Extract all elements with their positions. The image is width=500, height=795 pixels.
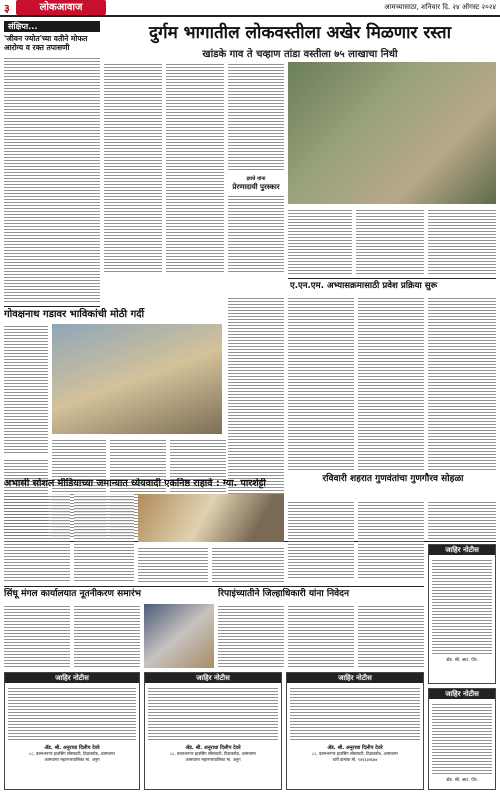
sindhu-body-col-2	[74, 604, 140, 668]
social-media-body-col-4	[212, 546, 284, 582]
brief-section-label: संक्षिप्त...	[4, 21, 100, 32]
page-number: ३	[4, 2, 10, 15]
notice-title: जाहिर नोटीस	[145, 673, 281, 683]
notice-advocate: ॲड. श्री. अनुराधा दिलीप देवरे	[327, 745, 383, 751]
lead-photo	[288, 62, 496, 204]
lead-body-col-1	[104, 62, 162, 274]
lead-headline: दुर्गम भागातील लोकवस्तीला अखेर मिळणार रस्ता	[148, 23, 452, 43]
notice-address: ८८, वल्लभनगर हाउसिंग सोसायटी, टिळकरोड, आमचागर	[170, 751, 256, 756]
right-notice-title: जाहिर नोटीस	[429, 545, 495, 555]
notice-corp: वारी क्रमांक मो. ९४२३३४६७४	[332, 757, 378, 762]
brief-headline: 'जीवन ज्योत'च्या वतीने मोफत आरोग्य व रक्त तपासणी	[4, 34, 88, 52]
divider	[4, 306, 100, 307]
social-media-body-col-1	[4, 494, 70, 582]
gadvar-photo	[52, 324, 222, 434]
notice-corp: आमचागर महानगरपालिका मा. अनुग	[185, 757, 241, 762]
lead-body-col-2	[166, 62, 224, 274]
sunday-body-col-3	[428, 500, 496, 540]
divider	[4, 586, 424, 587]
admission-body-col-3	[428, 296, 496, 470]
notice-body	[290, 686, 420, 742]
admission-body-col-1	[288, 296, 354, 470]
rpi-headline: रिपाइंच्यातीने जिल्हाधिकारी यांना निवेदन	[218, 589, 349, 599]
date-line: आमच्यासाठा, शनिवार दि. २४ ऑगस्ट २०२४	[384, 3, 496, 11]
social-media-photo	[138, 494, 284, 542]
notice-title: जाहिर नोटीस	[429, 689, 495, 699]
right-notice-box	[428, 544, 496, 684]
lead-body-col-6	[428, 208, 496, 274]
gadvar-headline: गोवक्षनाथ गडावर भाविकांची मोठी गर्दी	[4, 309, 145, 320]
rpi-body-col-3	[358, 604, 424, 668]
notice-advocate: ॲड. श्री. अनुराधा दिलीप देवरे	[185, 745, 241, 751]
rpi-body-col-2	[288, 604, 354, 668]
divider	[288, 278, 496, 279]
lead-body-col-4	[288, 208, 352, 274]
lead-body-col-5	[356, 208, 424, 274]
social-media-body-col-2	[74, 494, 134, 582]
notice-box-3	[286, 672, 424, 790]
right-notice-body	[432, 558, 492, 654]
preranadayi-headline: प्रेरणादायी पुरस्कार	[232, 183, 280, 191]
lead-body-col-3	[228, 62, 284, 172]
notice-title: जाहिर नोटीस	[5, 673, 139, 683]
sindhu-photo	[144, 604, 214, 668]
admission-headline: ए.एन.एम. अभ्यासक्रमासाठी प्रवेश प्रक्रिया सुरू	[290, 281, 438, 291]
notice-corp: आमचागर महानगरपालिका मा. अनुग	[44, 757, 100, 762]
notice-title: जाहिर नोटीस	[287, 673, 423, 683]
gadvar-body-col-1	[4, 324, 48, 454]
notice-address: ८८, वल्लभनगर हाउसिंग सोसायटी, टिळकरोड, आमचागर	[312, 751, 398, 756]
notice-box-4	[428, 688, 496, 790]
sunday-headline: रविवारी शहरात गुणवंतांचा गुणगौरव सोहळा	[322, 474, 464, 484]
sunday-body-col-2	[358, 500, 424, 580]
notice-box-1	[4, 672, 140, 790]
notice-address: ८८, वल्लभनगर हाउसिंग सोसायटी, टिळकरोड, आमचागर	[29, 751, 115, 756]
preranadayi-kicker: इयत्ते यांना	[246, 176, 266, 182]
social-media-headline: अभासी सोशल मीडियाच्या जमान्यात ध्येयवादी एकनिष्ठ राहावे : ग्या. पारशेट्टी	[4, 478, 266, 489]
notice-advocate: ॲड. श्री. आर. पीर.	[445, 778, 479, 783]
brief-body-text	[4, 56, 100, 304]
preranadayi-body	[228, 194, 284, 274]
notice-body	[148, 686, 278, 742]
lead-subhead: खांडके गाव ते चव्हाण तांडा वस्तीला ७५ लाखाचा निधी	[202, 49, 398, 60]
newspaper-logo: लोकआवाज	[16, 0, 106, 15]
rpi-body-col-1	[218, 604, 284, 668]
notice-box-2	[144, 672, 282, 790]
notice-body	[432, 702, 492, 774]
sunday-body-col-1	[288, 500, 354, 580]
masthead	[0, 0, 500, 17]
social-media-body-col-3	[138, 546, 208, 582]
right-notice-advocate: ॲड. श्री. आर. पीर.	[445, 658, 479, 663]
sindhu-body-col-1	[4, 604, 70, 668]
notice-body	[8, 686, 136, 742]
notice-advocate: ॲड. श्री. अनुराधा दिलीप देवरे	[44, 745, 100, 751]
sindhu-headline: सिंधू मंगल कार्यालयात नूतनीकरण समारंभ	[4, 589, 141, 599]
admission-body-col-2	[358, 296, 424, 470]
